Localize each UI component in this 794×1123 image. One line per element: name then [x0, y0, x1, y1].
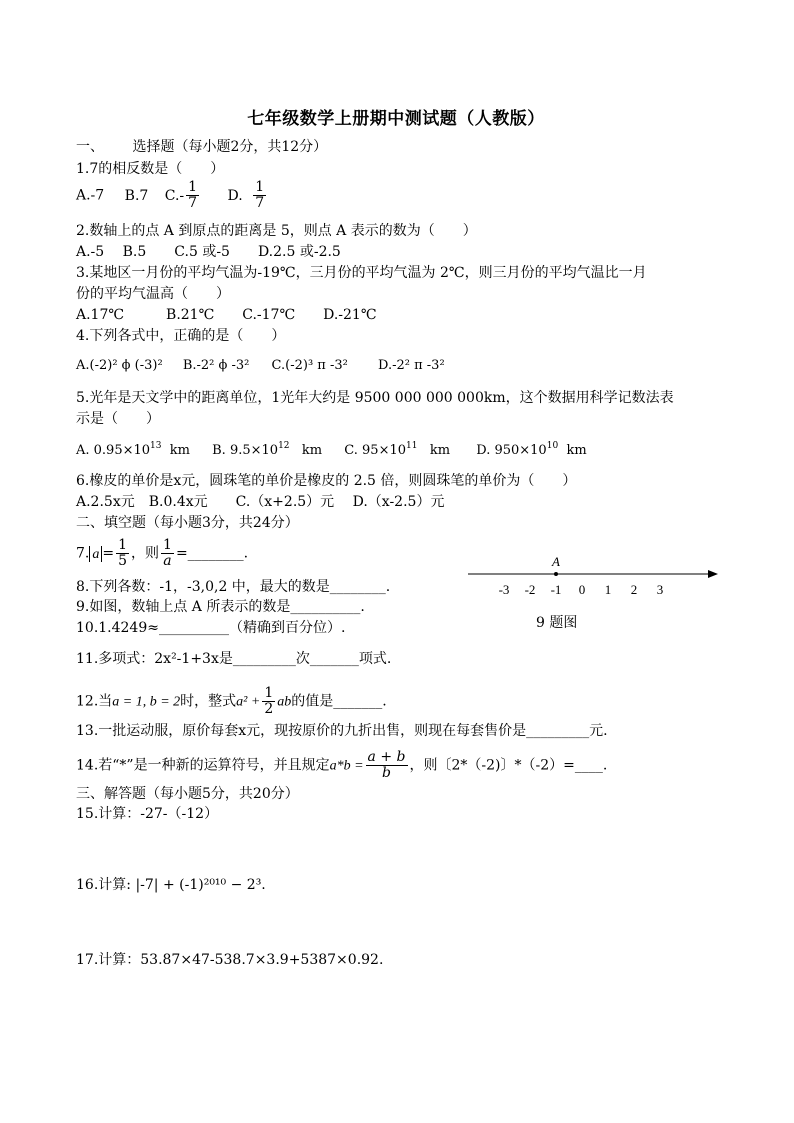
q7-abs-a	[89, 546, 102, 562]
q5-stem-line2: 示是（ ）	[76, 411, 160, 427]
q12-tail: 的值是_______.	[291, 693, 387, 710]
q7-frac2-den: a	[163, 553, 172, 569]
number-line-point-label: A	[552, 554, 560, 569]
q12-cond: a = 1, b = 2	[112, 694, 181, 710]
q5-opt-b-exp: 12	[278, 441, 290, 451]
number-line-tick-label: -3	[498, 582, 510, 597]
q4-opt-c: C.(-2)³ π -3²	[271, 358, 348, 373]
q5-opt-c	[344, 443, 450, 458]
q5-stem-line1: 5.光年是天文学中的距离单位，1光年大约是 9500 000 000 000km，这个数据用科学记数法表	[76, 390, 674, 406]
q1-opt-a: A.-7	[76, 187, 105, 204]
q3-options: A.17℃ B.21℃ C.-17℃ D.-21℃	[76, 307, 377, 323]
q5-opt-a-unit: km	[169, 443, 190, 458]
q16-prefix: 16.计算:	[76, 877, 131, 893]
q6-stem: 6.橡皮的单价是x元，圆珠笔的单价是橡皮的 2.5 倍，则圆珠笔的单价为（ ）	[76, 473, 577, 489]
q1-frac-d-num: 1	[255, 179, 265, 195]
q5-opt-c-exp: 11	[406, 441, 418, 451]
q14-lhs: a*b =	[329, 758, 364, 774]
q9: 9.如图，数轴上点 A 所表示的数是__________.	[76, 599, 365, 615]
q6-options: A.2.5x元 B.0.4x元 C.（x+2.5）元 D.（x-2.5）元	[76, 494, 445, 510]
q7-prefix: 7.	[76, 545, 90, 562]
q5-opt-d-unit: km	[566, 443, 587, 458]
number-line-point-a	[554, 572, 558, 576]
q7-fraction-1	[116, 538, 129, 569]
q1-stem: 1.7的相反数是（ ）	[76, 161, 225, 177]
q5-opt-d-base: D. 950×10	[476, 443, 547, 458]
q16-expr: |-7| + (-1)²⁰¹⁰ − 2³.	[135, 877, 266, 893]
q5-opt-a-base: A. 0.95×10	[76, 443, 151, 458]
q14-frac-den: b	[382, 765, 391, 781]
q3-stem-line1: 3.某地区一月份的平均气温为-19℃，三月份的平均气温为 2℃，则三月份的平均气温比一月	[76, 265, 647, 281]
q5-opt-c-unit: km	[429, 443, 451, 458]
q7-fraction-2	[161, 538, 174, 569]
number-line-tick-label: 1	[604, 582, 612, 597]
section-1-heading	[76, 138, 327, 156]
q5-opt-d	[476, 443, 586, 458]
q15: 15.计算：-27-（-12）	[76, 806, 219, 822]
q12-frac-den: 2	[264, 701, 274, 717]
q4-stem: 4.下列各式中，正确的是（ ）	[76, 328, 286, 344]
section-3-heading: 三、解答题（每小题5分，共20分）	[76, 786, 299, 802]
q5-opt-b-unit: km	[301, 443, 323, 458]
number-line-tick-label: -2	[524, 582, 536, 597]
q1-fraction-d	[253, 180, 266, 211]
q4-opt-d: D.-2² π -3²	[378, 358, 445, 373]
q1-frac-d-den: 7	[255, 195, 265, 211]
q1-frac-c-den: 7	[188, 195, 198, 211]
q7-frac2-num: 1	[163, 537, 172, 553]
q5-opt-d-exp: 10	[546, 441, 559, 451]
q12-mid: 时，整式	[180, 693, 237, 710]
number-line-figure	[466, 548, 726, 604]
q12-expr2: ab	[277, 694, 292, 710]
q16	[76, 876, 266, 894]
q12-prefix: 12.当	[76, 693, 113, 710]
section-1-number: 一、	[76, 139, 104, 155]
q2-options: A.-5 B.5 C.5 或-5 D.2.5 或-2.5	[76, 244, 341, 260]
section-1-label: 选择题（每小题2分，共12分）	[132, 139, 328, 155]
q1-opt-c: C.-	[164, 187, 185, 204]
q7-tail: =________.	[175, 545, 249, 562]
q14-frac-num: a + b	[367, 749, 406, 765]
number-line-arrow	[708, 570, 718, 578]
q14	[76, 750, 607, 781]
q5-options	[76, 442, 587, 460]
q1-options	[76, 180, 268, 211]
figure-caption: 9 题图	[536, 615, 578, 631]
q14-fraction	[366, 750, 408, 781]
q1-frac-c-num: 1	[188, 179, 198, 195]
q14-tail: ，则〔2*（-2)〕*（-2）=____.	[409, 757, 608, 774]
q4-options	[76, 357, 445, 375]
q7-mid: ，则	[131, 545, 160, 562]
q1-opt-b: B.7	[124, 187, 149, 204]
q12	[76, 686, 387, 717]
q7-frac1-den: 5	[118, 553, 128, 569]
q12-expr1: a² +	[236, 694, 261, 710]
q3-stem-line2: 份的平均气温高（ ）	[76, 286, 230, 302]
q2-stem: 2.数轴上的点 A 到原点的距离是 5，则点 A 表示的数为（ ）	[76, 223, 477, 239]
number-line-tick-label: 0	[578, 582, 586, 597]
section-2-heading: 二、填空题（每小题3分，共24分）	[76, 515, 299, 531]
q1-opt-d: D.	[227, 187, 243, 204]
page-title: 七年级数学上册期中测试题（人教版）	[247, 109, 545, 129]
q5-opt-b	[212, 443, 322, 458]
q5-opt-a	[76, 443, 190, 458]
q1-fraction-c	[186, 180, 199, 211]
q5-opt-c-base: C. 95×10	[344, 443, 407, 458]
q8: 8.下列各数：-1，-3,0,2 中，最大的数是________.	[76, 579, 391, 595]
q7	[76, 538, 248, 569]
q4-opt-a: A.(-2)² ϕ (-3)²	[76, 358, 163, 373]
q5-opt-a-exp: 13	[150, 441, 162, 451]
q14-prefix: 14.若“*”是一种新的运算符号，并且规定	[76, 757, 330, 774]
q12-fraction	[262, 686, 275, 717]
q17: 17.计算：53.87×47-538.7×3.9+5387×0.92.	[76, 952, 384, 968]
q5-opt-b-base: B. 9.5×10	[212, 443, 279, 458]
q12-frac-num: 1	[264, 685, 274, 701]
q7-eq: =	[102, 545, 115, 562]
number-line-tick-label: -1	[550, 582, 562, 597]
number-line-ticks	[499, 582, 664, 597]
q4-opt-b: B.-2² ϕ -3²	[182, 358, 250, 373]
number-line-tick-label: 2	[630, 582, 638, 597]
q7-frac1-num: 1	[118, 537, 128, 553]
q13: 13.一批运动服，原价每套x元，现按原价的九折出售，则现在每套售价是_________元.	[76, 723, 608, 739]
q11: 11.多项式：2x²-1+3x是_________次_______项式.	[76, 651, 392, 667]
number-line-tick-label: 3	[656, 582, 664, 597]
q7-var: a	[92, 546, 100, 562]
q10: 10.1.4249≈__________（精确到百分位）.	[76, 620, 346, 636]
